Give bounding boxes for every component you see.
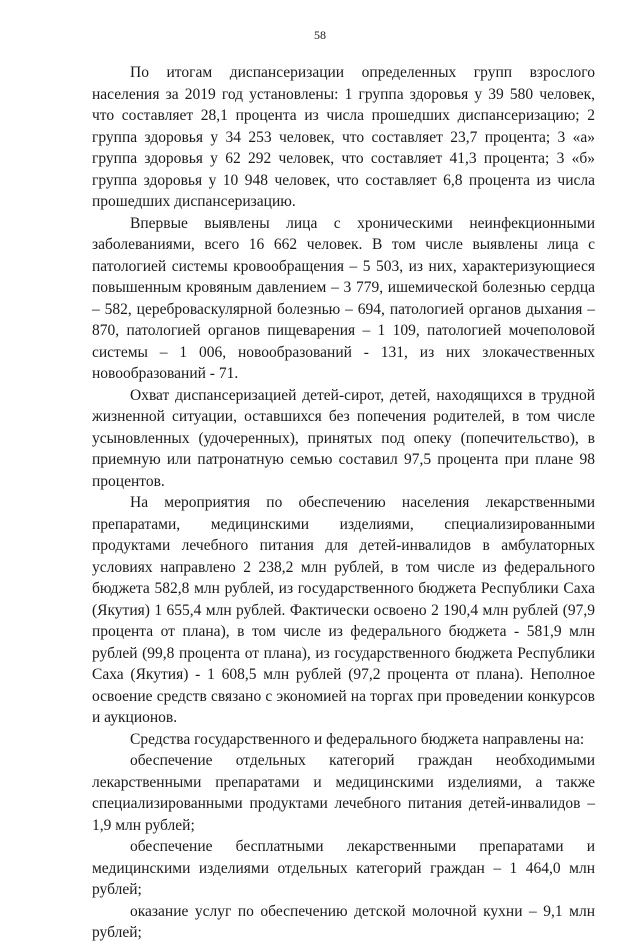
paragraph-orphans-coverage: Охват диспансеризацией детей-сирот, детей, находящихся в трудной жизненной ситуации, оставшихся без попечения родителей, в том числе усыновленных (удочеренных), принятых под опеку (попечительство), в приемную или патронатную семью составил 97,5 процента при плане 98 процентов. xyxy=(92,386,595,490)
page-number: 58 xyxy=(314,28,326,42)
list-item-free-drugs: обеспечение бесплатными лекарственными препаратами и медицинскими изделиями отдельных категорий граждан – 1 464,0 млн рублей; xyxy=(92,838,595,898)
paragraph-drug-funding: На мероприятия по обеспечению населения лекарственными препаратами, медицинскими изделиями, специализированными продуктами лечебного питания для детей-инвалидов в амбулаторных условиях направлено 2 238,2 млн рублей, в том числе из федерального бюджета 582,8 млн рублей, из государственного бюджета Республики Саха (Якутия) 1 655,4 млн рублей. Фактически освоено 2 190,4 млн рублей (97,9 процента от плана), в том числе из федерального бюджета - 581,9 млн рублей (99,8 процента от плана), из государственного бюджета Республики Саха (Якутия) - 1 608,5 млн рублей (97,2 процента от плана). Неполное освоение средств связано с экономией на торгах при проведении конкурсов и аукционов. xyxy=(92,494,595,726)
list-item-special-categories: обеспечение отдельных категорий граждан необходимыми лекарственными препаратами и медицинскими изделиями, а также специализированными продуктами лечебного питания детей-инвалидов – 1,9 млн рублей; xyxy=(92,752,595,834)
paragraph-funds-intro: Средства государственного и федерального бюджета направлены на: xyxy=(130,730,585,748)
list-item-dairy-kitchen: оказание услуг по обеспечению детской молочной кухни – 9,1 млн рублей; xyxy=(92,902,595,941)
paragraph-dispensary-results: По итогам диспансеризации определенных групп взрослого населения за 2019 год установлены: 1 группа здоровья у 39 580 человек, что составляет 28,1 процента из числа прошедших диспансеризацию; 2 группа здоровья у 34 253 человек, что составляет 23,7 процента; 3 «а» группа здоровья у 62 292 человек, что составляет 41,3 процента; 3 «б» группа здоровья у 10 948 человек, что составляет 6,8 процента из числа прошедших диспансеризацию. xyxy=(92,64,595,210)
paragraph-chronic-diseases: Впервые выявлены лица с хроническими неинфекционными заболеваниями, всего 16 662 человек. В том числе выявлены лица с патологией системы кровообращения – 5 503, из них, характеризующиеся повышенным кровяным давлением – 3 779, ишемической болезнью сердца – 582, цереброваскулярной болезнью – 694, патологией органов дыхания – 870, патологией органов пищеварения – 1 109, патологией мочеполовой системы – 1 006, новообразований - 131, из них злокачественных новообразований - 71. xyxy=(92,214,595,382)
document-body xyxy=(92,62,595,944)
